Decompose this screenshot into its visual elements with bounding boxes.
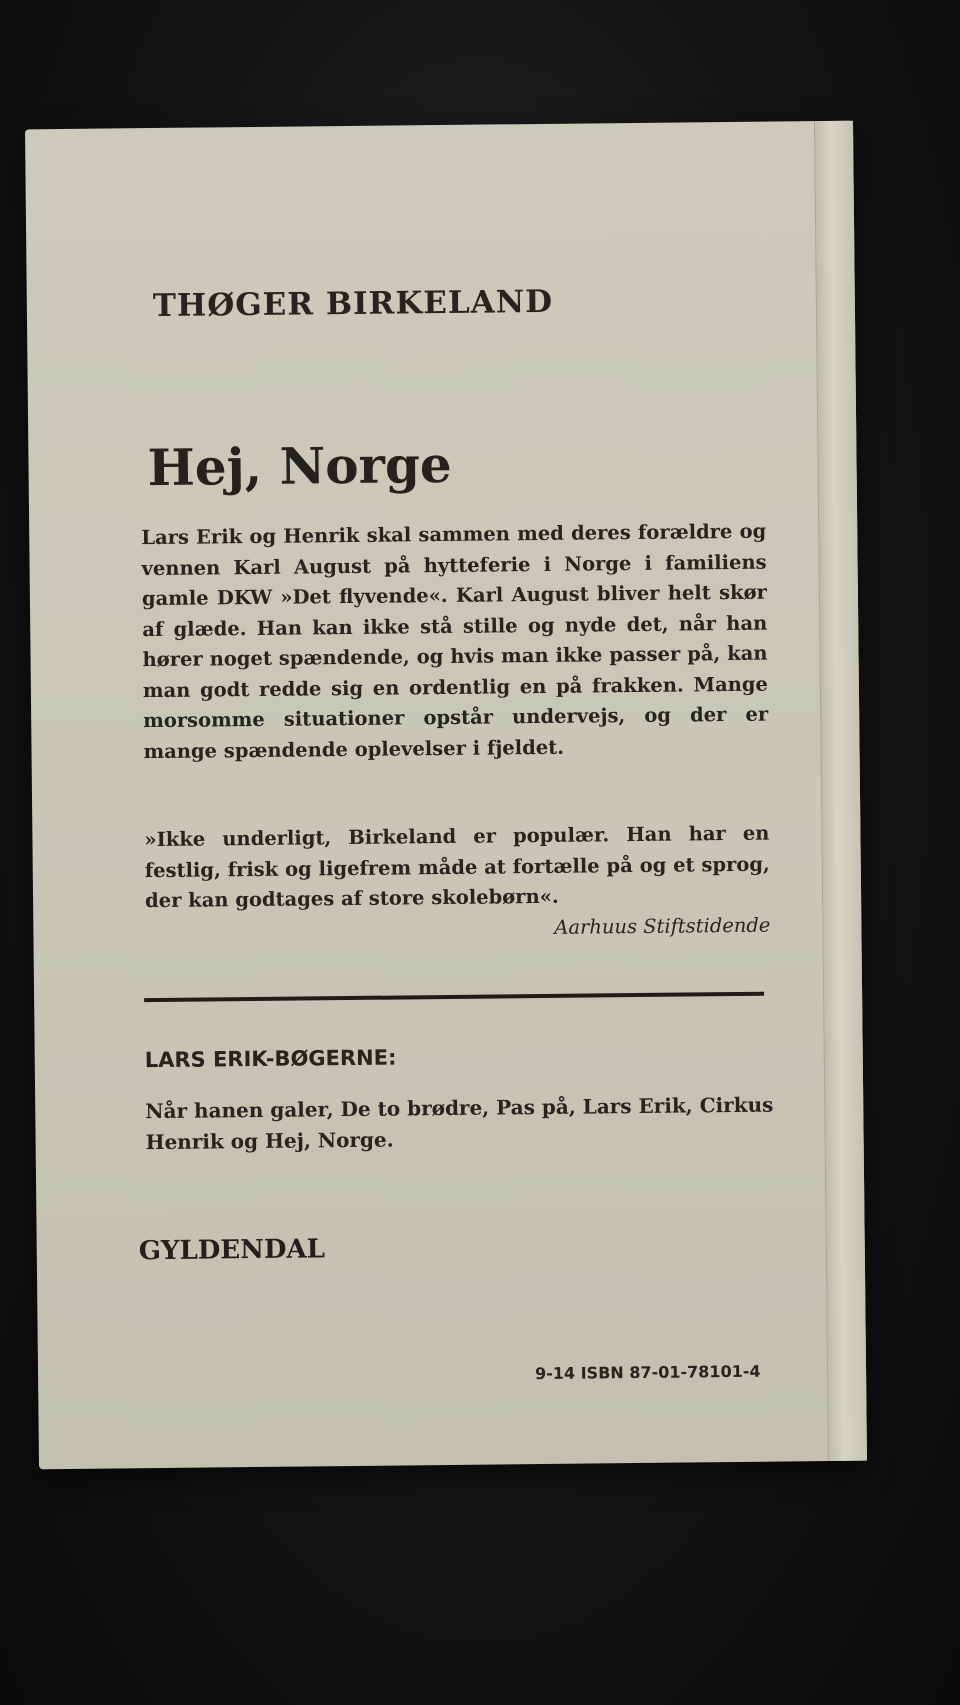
review-quote	[144, 819, 770, 948]
series-list: Når hanen galer, De to brødre, Pas på, Lars Erik, Cirkus Henrik og Hej, Norge.	[145, 1092, 774, 1155]
author-name: THØGER BIRKELAND	[152, 283, 554, 325]
book-title: Hej, Norge	[147, 434, 452, 498]
blurb-text	[141, 517, 769, 768]
divider-rule	[144, 992, 764, 1002]
quote-text: »Ikke underligt, Birkeland er populær. Han har en festlig, frisk og ligefrem måde at fortælle på og et sprog, der kan godtages af store skolebørn«.	[144, 821, 770, 913]
quote-source: Aarhuus Stiftstidende	[554, 913, 771, 939]
series-heading: LARS ERIK-BØGERNE:	[144, 1045, 397, 1073]
isbn-label: 9-14 ISBN 87-01-78101-4	[534, 1361, 761, 1384]
blurb-paragraph: Lars Erik og Henrik skal sammen med deres forældre og vennen Karl August på hytteferie i Norge i familiens gamle DKW »Det flyvende«. Karl August bliver helt skør af glæde. Han kan ikke stå stille og nyde det, når han hører noget spændende, og hvis man ikke passer på, kan man godt redde sig en ordentlig en på frakken. Mange morsomme situationer opstår undervejs, og der er mange spændende oplevelser i fjeldet.	[141, 519, 769, 763]
publisher-name: GYLDENDAL	[138, 1234, 326, 1267]
book-spine	[814, 121, 867, 1461]
book-back-cover	[25, 121, 867, 1470]
